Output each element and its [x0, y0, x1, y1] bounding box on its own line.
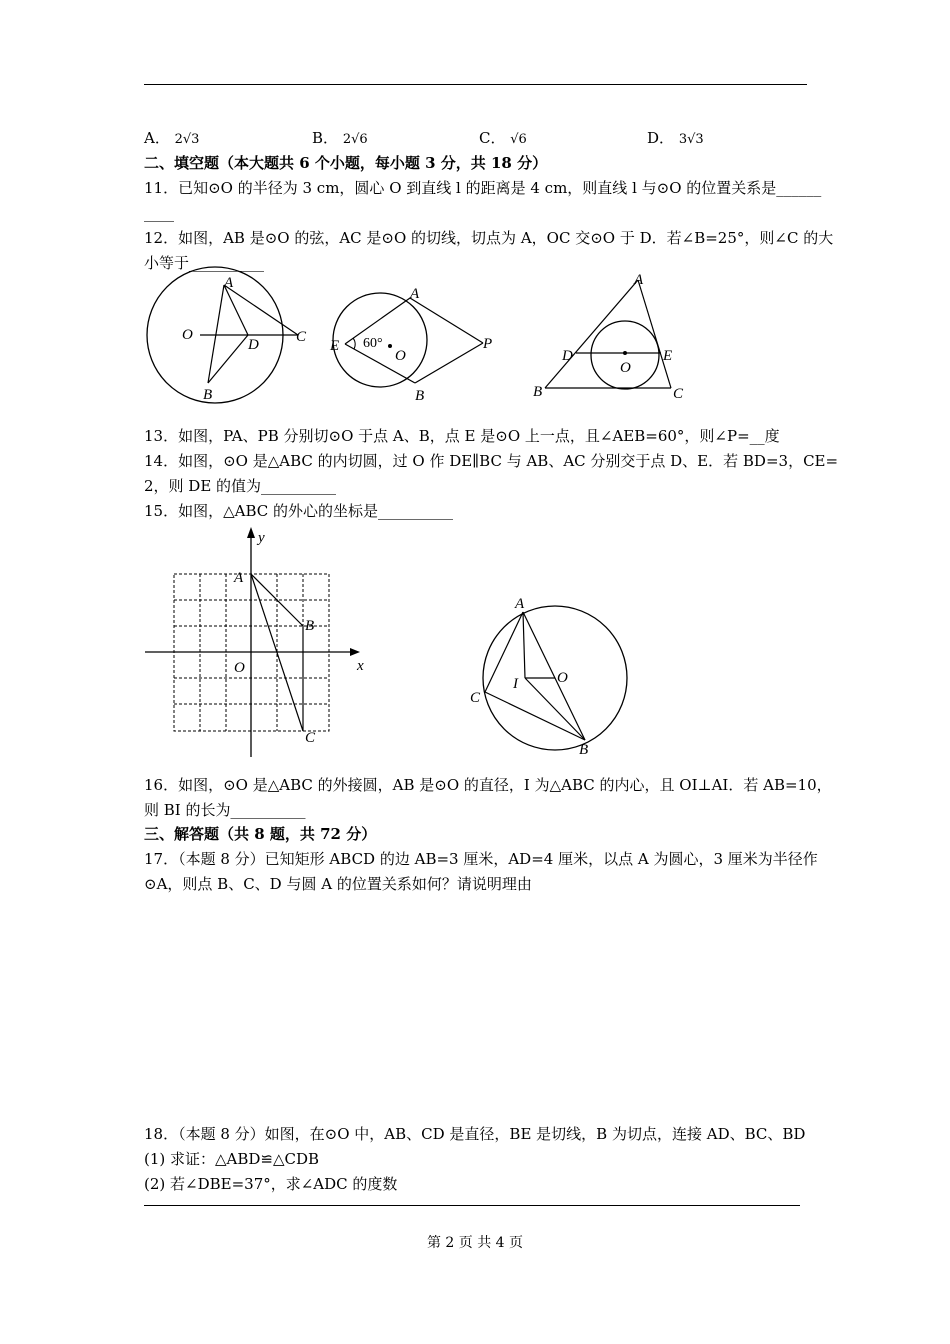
- option-d: [647, 128, 704, 150]
- figure-q14: [528, 272, 693, 407]
- label-o: O: [557, 670, 568, 686]
- q18-line1: 18．（本题 8 分）如图，在⊙O 中，AB、CD 是直径，BE 是切线，B 为切点，连接 AD、BC、BD: [144, 1125, 806, 1143]
- q15-text: 15．如图，△ABC 的外心的坐标是__________: [144, 502, 454, 520]
- option-a: [144, 128, 199, 150]
- label-e: E: [663, 348, 673, 364]
- figure-q12: [140, 275, 320, 405]
- option-c: [479, 128, 527, 150]
- label-a: A: [515, 596, 525, 612]
- label-angle: 60°: [363, 336, 383, 351]
- y-axis-arrow: [247, 527, 255, 538]
- q12-line2: 小等于__________: [144, 254, 265, 272]
- page-footer: 第 2 页 共 4 页: [426, 1235, 524, 1251]
- q18-line2: (1) 求证：△ABD≌△CDB: [144, 1150, 320, 1168]
- option-b: [312, 128, 368, 150]
- option-value: 3√3: [678, 132, 704, 147]
- section2-heading: 二、填空题（本大题共 6 个小题，每小题 3 分，共 18 分）: [144, 154, 548, 172]
- label-c: C: [470, 690, 481, 706]
- bottom-rule: [144, 1205, 800, 1206]
- label-c: C: [296, 329, 307, 345]
- figure-q16: [465, 592, 640, 762]
- segment-pb: [415, 343, 483, 383]
- option-letter: D．: [647, 129, 675, 147]
- label-c: C: [305, 730, 316, 746]
- label-x: x: [357, 658, 364, 674]
- label-b: B: [415, 388, 425, 404]
- section3-heading: 三、解答题（共 8 题，共 72 分）: [144, 825, 377, 843]
- q11-line2: ____: [144, 204, 174, 222]
- segment-pa: [410, 298, 483, 343]
- figure-q15-grid: [140, 522, 380, 762]
- label-d: D: [248, 337, 259, 353]
- q17-line2: ⊙A，则点 B、C、D 与圆 A 的位置关系如何？请说明理由: [144, 875, 532, 893]
- option-value: √6: [510, 132, 527, 147]
- option-value: 2√3: [174, 132, 200, 147]
- q14-line2: 2，则 DE 的值为__________: [144, 477, 337, 495]
- segment-ai: [523, 612, 525, 678]
- option-letter: C．: [479, 129, 506, 147]
- label-c: C: [673, 386, 684, 402]
- label-o: O: [234, 660, 245, 676]
- top-rule: [144, 84, 807, 85]
- label-o: O: [182, 327, 193, 343]
- option-letter: B．: [312, 129, 339, 147]
- label-b: B: [203, 387, 213, 403]
- center-dot: [623, 351, 627, 355]
- x-axis-arrow: [350, 648, 360, 656]
- label-a: A: [634, 272, 644, 288]
- segment-bd: [208, 335, 248, 383]
- q14-line1: 14．如图，⊙O 是△ABC 的内切圆，过 O 作 DE∥BC 与 AB、AC 分别交于点 D、E．若 BD=3，CE=: [144, 452, 839, 470]
- segment-cb: [485, 692, 585, 740]
- label-o: O: [395, 348, 406, 364]
- figure-q13: [325, 280, 505, 410]
- angle-arc: [353, 338, 355, 349]
- label-a: A: [410, 286, 420, 302]
- label-e: E: [330, 338, 340, 354]
- label-b: B: [579, 742, 589, 758]
- option-value: 2√6: [342, 132, 368, 147]
- segment-bi: [525, 678, 585, 740]
- label-b: B: [533, 384, 543, 400]
- q11-line1: 11．已知⊙O 的半径为 3 cm，圆心 O 到直线 l 的距离是 4 cm，则直线 l 与⊙O 的位置关系是______: [144, 179, 822, 197]
- label-o: O: [620, 360, 631, 376]
- label-b: B: [305, 618, 315, 634]
- q18-line3: (2) 若∠DBE=37°，求∠ADC 的度数: [144, 1175, 398, 1193]
- segment-ab: [523, 612, 585, 740]
- label-y: y: [258, 530, 265, 546]
- q17-line1: 17．（本题 8 分）已知矩形 ABCD 的边 AB=3 厘米，AD=4 厘米，以点 A 为圆心，3 厘米为半径作: [144, 850, 818, 868]
- label-a: A: [224, 275, 234, 291]
- q13-text: 13．如图，PA、PB 分别切⊙O 于点 A、B，点 E 是⊙O 上一点，且∠AEB=60°，则∠P=__度: [144, 427, 780, 445]
- segment-ab: [208, 285, 224, 383]
- q16-line1: 16．如图，⊙O 是△ABC 的外接圆，AB 是⊙O 的直径，I 为△ABC 的内心，且 OI⊥AI．若 AB=10，: [144, 776, 832, 794]
- center-dot: [388, 344, 392, 348]
- label-i: I: [513, 676, 518, 692]
- q12-line1: 12．如图，AB 是⊙O 的弦，AC 是⊙O 的切线，切点为 A，OC 交⊙O 于 D．若∠B=25°，则∠C 的大: [144, 229, 834, 247]
- label-p: P: [483, 336, 493, 352]
- label-a: A: [234, 570, 244, 586]
- segment-ac: [224, 285, 298, 335]
- option-letter: A．: [144, 129, 170, 147]
- q16-line2: 则 BI 的长为__________: [144, 801, 306, 819]
- label-d: D: [562, 348, 573, 364]
